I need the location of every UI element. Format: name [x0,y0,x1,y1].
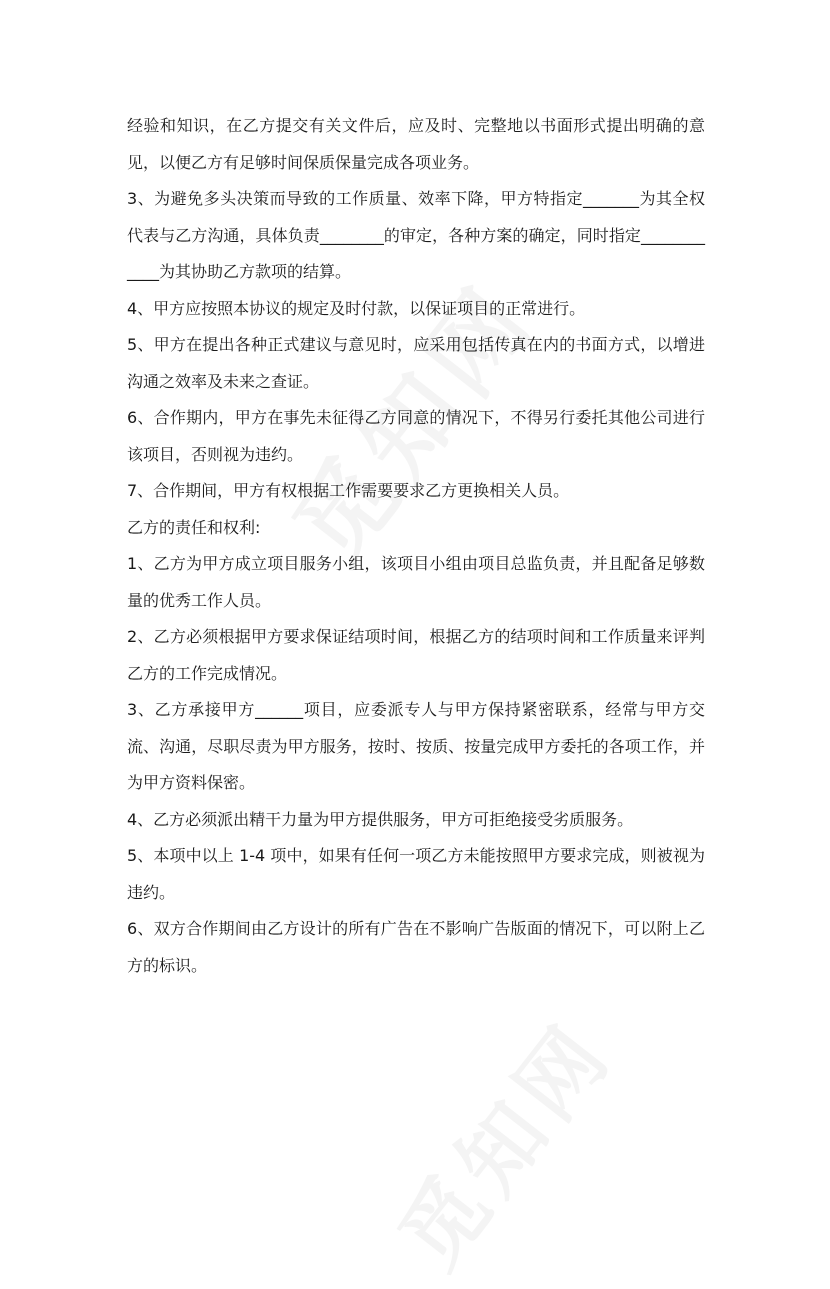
paragraph: 5、本项中以上 1-4 项中，如果有任何一项乙方未能按照甲方要求完成，则被视为违约。 [127,846,705,902]
document-body [127,108,705,984]
paragraph: 4、乙方必须派出精干力量为甲方提供服务，甲方可拒绝接受劣质服务。 [127,809,634,829]
paragraph: 1、乙方为甲方成立项目服务小组，该项目小组由项目总监负责，并且配备足够数量的优秀工作人员。 [127,554,705,610]
paragraph: 6、合作期内，甲方在事先未征得乙方同意的情况下，不得另行委托其他公司进行该项目，否则视为违约。 [127,408,705,464]
paragraph: 3、为避免多头决策而导致的工作质量、效率下降，甲方特指定_______为其全权代表与乙方沟通，具体负责________的审定，各种方案的确定，同时指定____________为其协助乙方款项的结算。 [127,189,705,281]
paragraph: 7、合作期间，甲方有权根据工作需要要求乙方更换相关人员。 [127,481,570,500]
paragraph: 3、乙方承接甲方______项目，应委派专人与甲方保持紧密联系，经常与甲方交流、沟通，尽职尽责为甲方服务，按时、按质、按量完成甲方委托的各项工作，并为甲方资料保密。 [127,700,705,792]
paragraph: 5、甲方在提出各种正式建议与意见时，应采用包括传真在内的书面方式，以增进沟通之效率及未来之查证。 [127,335,705,391]
watermark [367,992,636,1289]
paragraph: 4、甲方应按照本协议的规定及时付款，以保证项目的正常进行。 [127,298,586,318]
paragraph: 经验和知识，在乙方提交有关文件后，应及时、完整地以书面形式提出明确的意见，以便乙方有足够时间保质保量完成各项业务。 [127,116,705,172]
section-heading: 乙方的责任和权利: [127,517,261,537]
paragraph: 2、乙方必须根据甲方要求保证结项时间，根据乙方的结项时间和工作质量来评判乙方的工作完成情况。 [127,627,705,683]
paragraph: 6、双方合作期间由乙方设计的所有广告在不影响广告版面的情况下，可以附上乙方的标识。 [127,919,705,975]
